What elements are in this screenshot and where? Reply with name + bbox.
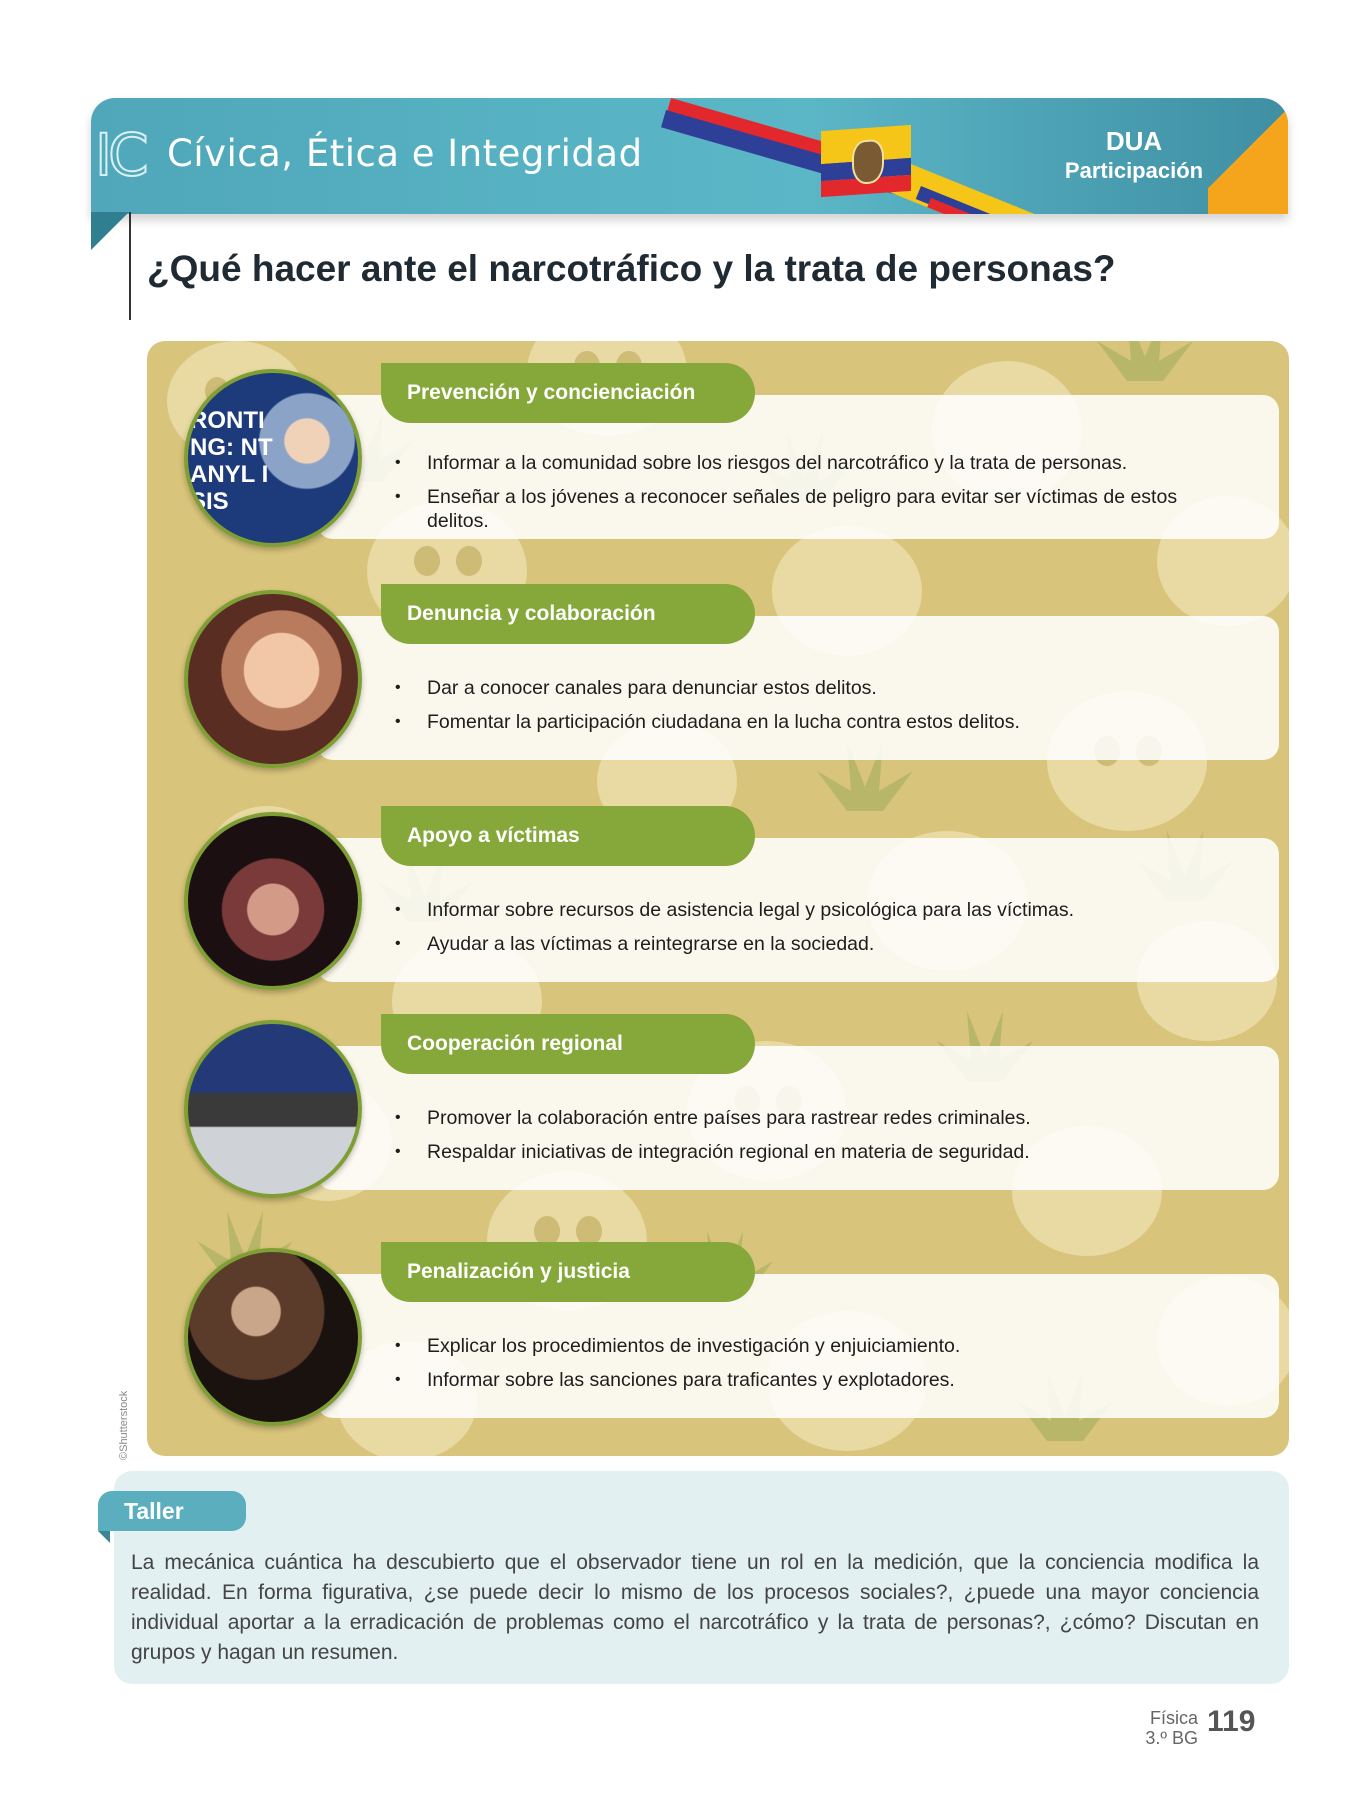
section-banner bbox=[91, 98, 1288, 214]
regional-meeting-photo bbox=[184, 1020, 362, 1198]
list-item: • Informar sobre las sanciones para traficantes y explotadores. bbox=[395, 1368, 1195, 1392]
dua-corner-accent bbox=[1208, 98, 1288, 214]
list-item: • Promover la colaboración entre países para rastrear redes criminales. bbox=[395, 1106, 1195, 1130]
section-heading: Prevención y concienciación bbox=[381, 363, 755, 423]
taller-tab-fold bbox=[98, 1531, 110, 1543]
list-item: • Dar a conocer canales para denunciar estos delitos. bbox=[395, 676, 1195, 700]
bullet-list bbox=[395, 1334, 1195, 1402]
bullet-list bbox=[395, 451, 1195, 543]
bullet-list bbox=[395, 676, 1195, 744]
page-number: 119 bbox=[1207, 1705, 1256, 1738]
ecuador-flag-icon bbox=[821, 125, 911, 197]
list-item: • Informar a la comunidad sobre los riesgos del narcotráfico y la trata de personas. bbox=[395, 451, 1195, 475]
dua-subtitle: Participación bbox=[1064, 158, 1204, 183]
photo-overlay-text: RONTING: NTANYL ISIS bbox=[190, 407, 273, 515]
content-panel bbox=[147, 341, 1289, 1456]
section-heading: Cooperación regional bbox=[381, 1014, 755, 1074]
woman-phone-photo bbox=[184, 590, 362, 768]
list-item: • Explicar los procedimientos de investigación y enjuiciamiento. bbox=[395, 1334, 1195, 1358]
banner-fold bbox=[91, 212, 129, 250]
taller-label: Taller bbox=[98, 1491, 246, 1531]
section-title: Cívica, Ética e Integridad bbox=[167, 132, 643, 175]
dua-title: DUA bbox=[1105, 126, 1163, 156]
list-item: • Respaldar iniciativas de integración regional en materia de seguridad. bbox=[395, 1140, 1195, 1164]
bullet-list bbox=[395, 898, 1195, 966]
page-title: ¿Qué hacer ante el narcotráfico y la trata de personas? bbox=[147, 248, 1116, 289]
taller-text: La mecánica cuántica ha descubierto que el observador tiene un rol en la medición, que la conciencia modifica la realidad. En forma figurativa, ¿se puede decir lo mismo de los procesos sociales?, ¿puede una mayor conciencia individual aportar a la erradicación de problemas como el narcotráfico y la trata de personas?, ¿cómo? Discutan en grupos y hagan un resumen. bbox=[131, 1551, 1259, 1664]
list-item: • Fomentar la participación ciudadana en la lucha contra estos delitos. bbox=[395, 710, 1195, 734]
section-heading: Apoyo a víctimas bbox=[381, 806, 755, 866]
ic-logo: IC bbox=[95, 121, 145, 189]
judge-gavel-photo bbox=[184, 1248, 362, 1426]
list-item: • Ayudar a las víctimas a reintegrarse en la sociedad. bbox=[395, 932, 1195, 956]
image-credit: ©Shutterstock bbox=[118, 1390, 130, 1460]
bullet-list bbox=[395, 1106, 1195, 1174]
footer-subject: Física bbox=[1149, 1708, 1198, 1728]
conference-speaker-photo bbox=[184, 369, 362, 547]
section-heading: Denuncia y colaboración bbox=[381, 584, 755, 644]
list-item: • Enseñar a los jóvenes a reconocer señales de peligro para evitar ser víctimas de estos delitos. bbox=[395, 485, 1195, 533]
list-item: • Informar sobre recursos de asistencia legal y psicológica para las víctimas. bbox=[395, 898, 1195, 922]
coat-of-arms-icon bbox=[852, 139, 884, 185]
footer-grade: 3.º BG bbox=[1145, 1728, 1198, 1748]
holding-hands-photo bbox=[184, 812, 362, 990]
section-heading: Penalización y justicia bbox=[381, 1242, 755, 1302]
title-rule bbox=[129, 212, 131, 320]
